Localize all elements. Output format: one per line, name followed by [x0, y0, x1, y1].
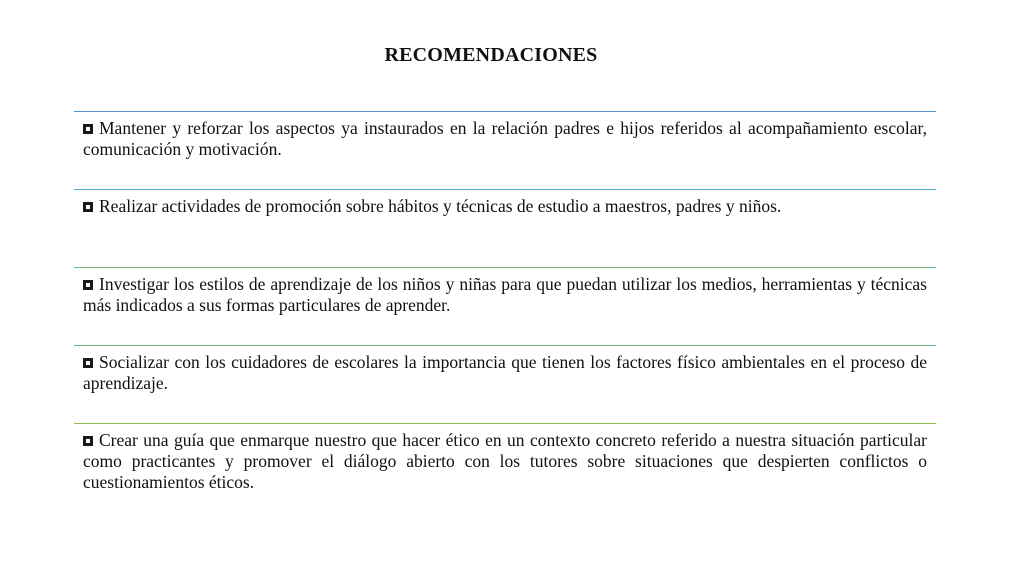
recommendation-row	[74, 345, 936, 423]
recommendation-row	[74, 267, 936, 345]
recommendation-text: Socializar con los cuidadores de escolares la importancia que tienen los factores físico ambientales en el proceso de aprendizaje.	[83, 352, 927, 393]
recommendation-text: Crear una guía que enmarque nuestro que hacer ético en un contexto concreto referido a nuestra situación particular como practicantes y promover el diálogo abierto con los tutores sobre situaciones que despierten conflictos o cuestionamientos éticos.	[83, 430, 927, 492]
square-bullet-icon	[83, 358, 93, 368]
recommendation-row	[74, 189, 936, 267]
recommendation-text: Mantener y reforzar los aspectos ya instaurados en la relación padres e hijos referidos al acompañamiento escolar, comunicación y motivación.	[83, 118, 927, 159]
square-bullet-icon	[83, 280, 93, 290]
square-bullet-icon	[83, 436, 93, 446]
recommendation-text: Realizar actividades de promoción sobre hábitos y técnicas de estudio a maestros, padres y niños.	[99, 196, 782, 216]
slide-title: RECOMENDACIONES	[384, 44, 598, 66]
recommendation-row	[74, 111, 936, 189]
recommendations-table	[74, 111, 936, 503]
recommendation-row	[74, 423, 936, 503]
recommendation-text: Investigar los estilos de aprendizaje de los niños y niñas para que puedan utilizar los medios, herramientas y técnicas más indicados a sus formas particulares de aprender.	[83, 274, 927, 315]
square-bullet-icon	[83, 124, 93, 134]
square-bullet-icon	[83, 202, 93, 212]
